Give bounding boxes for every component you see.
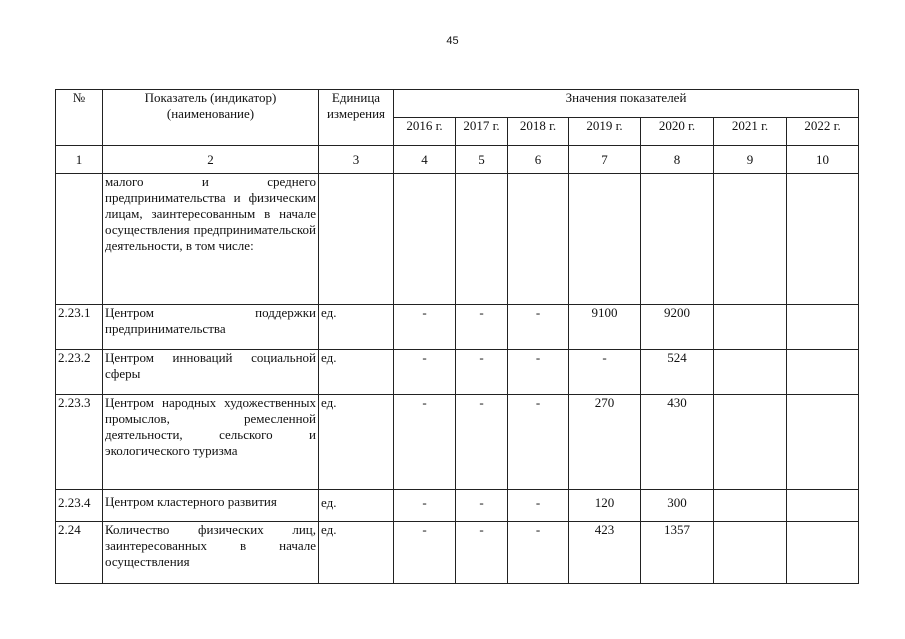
row-value: 270 [569,395,641,490]
row-code: 2.23.2 [56,350,103,395]
row-value: 120 [569,490,641,522]
row-value: - [456,395,508,490]
row-code: 2.23.4 [56,490,103,522]
row-code: 2.24 [56,522,103,584]
table-row [56,174,859,305]
column-number: 1 [56,146,103,174]
row-value: - [456,522,508,584]
row-code: 2.23.1 [56,305,103,350]
table-row [56,350,859,395]
row-value [456,174,508,305]
table-row [56,305,859,350]
row-unit: ед. [319,490,394,522]
row-value: - [456,350,508,395]
header-indicator: Показатель (индикатор) (наименование) [103,90,319,146]
header-year: 2021 г. [714,118,787,146]
table-row [56,522,859,584]
row-value: - [394,490,456,522]
table-row [56,490,859,522]
row-value: - [508,490,569,522]
row-value: - [508,350,569,395]
indicators-table [55,89,859,584]
column-number: 7 [569,146,641,174]
row-value [787,522,859,584]
row-name: Центром народных художественных промыслов, ремесленной деятельности, сельского и экологического туризма [103,395,319,490]
row-value: - [394,395,456,490]
row-value [714,490,787,522]
row-value [714,395,787,490]
row-value [787,350,859,395]
row-value: 524 [641,350,714,395]
row-name: Центром поддержки предпринимательства [103,305,319,350]
row-value [714,305,787,350]
table-row [56,395,859,490]
row-value [787,490,859,522]
row-value: - [456,305,508,350]
column-number: 5 [456,146,508,174]
row-value: 423 [569,522,641,584]
column-number: 2 [103,146,319,174]
row-value [508,174,569,305]
row-unit [319,174,394,305]
row-unit: ед. [319,395,394,490]
row-value [569,174,641,305]
row-name: Количество физических лиц, заинтересованных в начале осуществления [103,522,319,584]
column-number: 10 [787,146,859,174]
row-name: малого и среднего предпринимательства и физическим лицам, заинтересованным в начале осуществления предпринимательской деятельности, в том числе: [103,174,319,305]
row-value [714,350,787,395]
column-number: 9 [714,146,787,174]
row-value: - [394,305,456,350]
row-value [787,305,859,350]
row-value: - [569,350,641,395]
row-value: - [508,305,569,350]
row-name: Центром инноваций социальной сферы [103,350,319,395]
row-value: - [394,350,456,395]
row-value: 9200 [641,305,714,350]
column-number: 3 [319,146,394,174]
row-name: Центром кластерного развития [103,490,319,522]
header-year: 2016 г. [394,118,456,146]
header-year: 2018 г. [508,118,569,146]
row-value: - [456,490,508,522]
table-header-row [56,90,859,118]
row-value: 9100 [569,305,641,350]
row-value [787,395,859,490]
row-value [714,522,787,584]
row-value [641,174,714,305]
header-number: № [56,90,103,146]
row-value: - [394,522,456,584]
column-numbers-row [56,146,859,174]
header-unit: Единица измерения [319,90,394,146]
row-unit: ед. [319,350,394,395]
row-value [787,174,859,305]
page-number: 45 [446,35,459,47]
header-year: 2019 г. [569,118,641,146]
row-code [56,174,103,305]
row-value: 300 [641,490,714,522]
row-value [394,174,456,305]
row-value: 1357 [641,522,714,584]
column-number: 4 [394,146,456,174]
column-number: 6 [508,146,569,174]
row-value [714,174,787,305]
header-year: 2022 г. [787,118,859,146]
header-values: Значения показателей [394,90,859,118]
column-number: 8 [641,146,714,174]
header-year: 2020 г. [641,118,714,146]
row-value: 430 [641,395,714,490]
row-unit: ед. [319,522,394,584]
row-value: - [508,522,569,584]
row-code: 2.23.3 [56,395,103,490]
row-unit: ед. [319,305,394,350]
row-value: - [508,395,569,490]
header-year: 2017 г. [456,118,508,146]
